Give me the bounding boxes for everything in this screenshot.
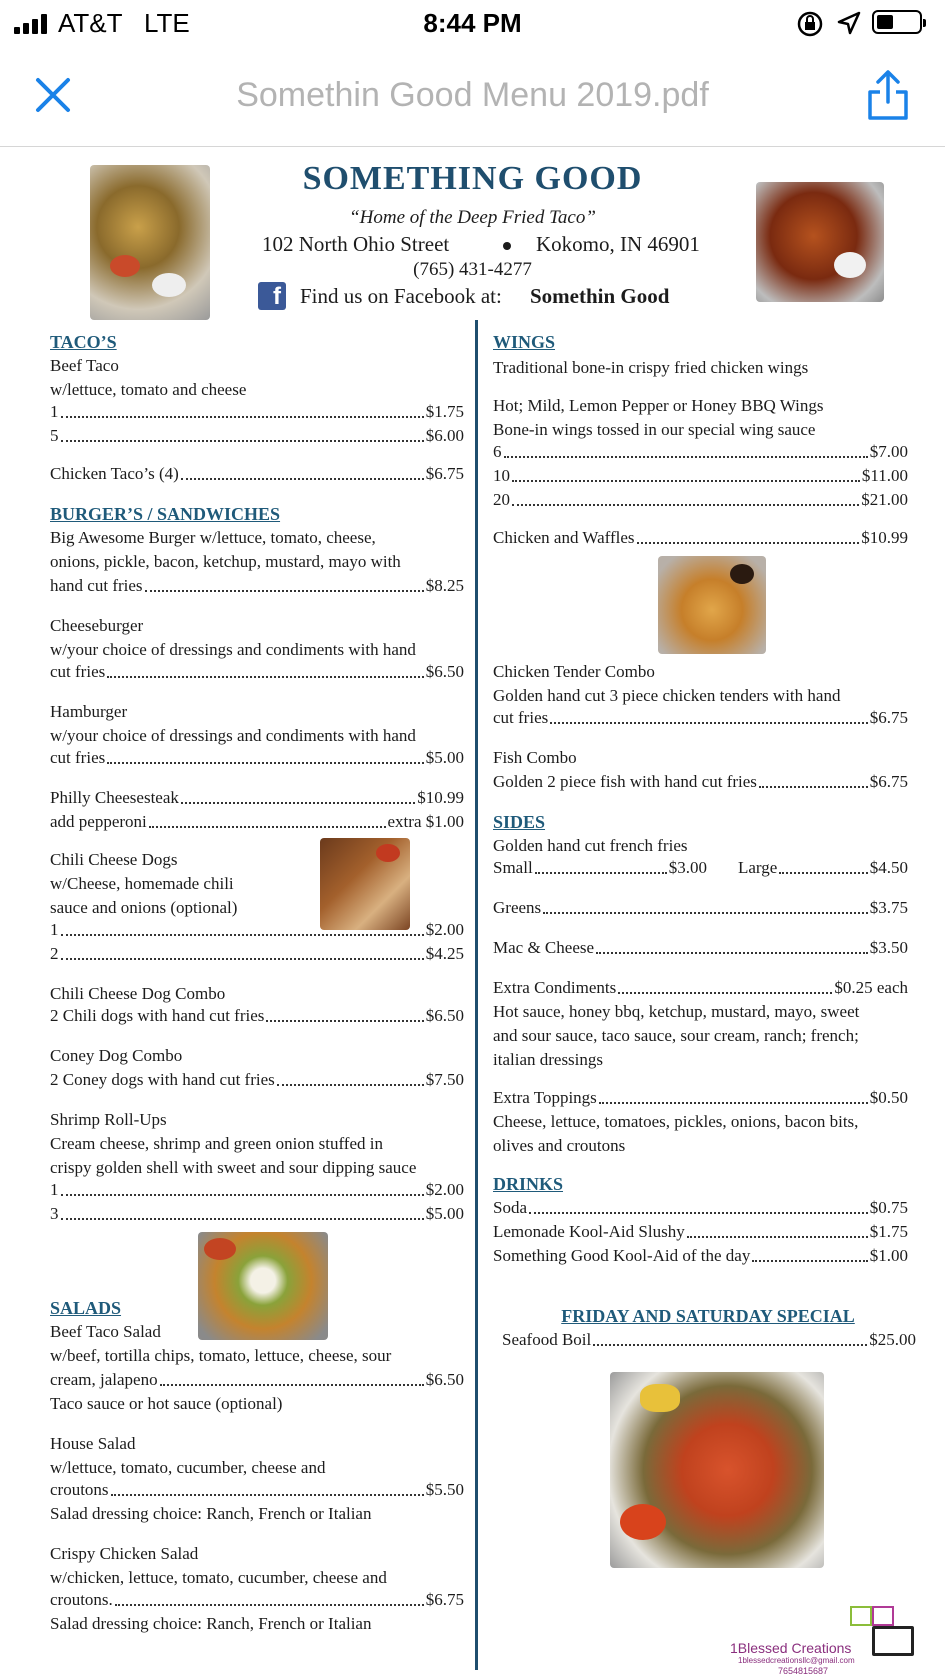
- item-note: Taco sauce or hot sauce (optional): [50, 1394, 283, 1413]
- price-row: 3 $5.00: [50, 1204, 464, 1223]
- price-row: Large $4.50: [738, 858, 908, 877]
- price-row: Extra Condiments $0.25 each: [493, 978, 908, 997]
- price-row: 10 $11.00: [493, 466, 908, 485]
- item-desc: w/lettuce, tomato, cucumber, cheese and: [50, 1458, 326, 1477]
- bullet: [503, 242, 511, 250]
- credit-phone: 7654815687: [778, 1666, 829, 1676]
- item-desc: Hot; Mild, Lemon Pepper or Honey BBQ Wings: [493, 396, 824, 415]
- price-row: 1 $2.00: [50, 1180, 464, 1199]
- item-desc: Cream cheese, shrimp and green onion stuffed in: [50, 1134, 383, 1153]
- price-row: Philly Cheesesteak $10.99: [50, 788, 464, 807]
- price-row: Extra Toppings $0.50: [493, 1088, 908, 1107]
- price-row: Soda $0.75: [493, 1198, 908, 1217]
- item-desc: Golden hand cut french fries: [493, 836, 688, 855]
- price-row: Golden 2 piece fish with hand cut fries $6.75: [493, 772, 908, 791]
- item-desc: olives and croutons: [493, 1136, 626, 1155]
- section-heading-special: FRIDAY AND SATURDAY SPECIAL: [561, 1306, 855, 1326]
- price-row: Chicken and Waffles $10.99: [493, 528, 908, 547]
- battery-icon: [872, 10, 922, 34]
- item-crispy-chicken-salad: Crispy Chicken Salad: [50, 1544, 199, 1563]
- column-divider: [475, 320, 478, 1670]
- price-row: 6 $7.00: [493, 442, 908, 461]
- section-heading-drinks: DRINKS: [493, 1174, 564, 1194]
- rotation-lock-icon: [796, 10, 824, 38]
- item-desc: Hot sauce, honey bbq, ketchup, mustard, mayo, sweet: [493, 1002, 860, 1021]
- item-desc: w/beef, tortilla chips, tomato, lettuce, cheese, sour: [50, 1346, 392, 1365]
- item-desc: Golden hand cut 3 piece chicken tenders with hand: [493, 686, 841, 705]
- price-row: 2 Coney dogs with hand cut fries $7.50: [50, 1070, 464, 1089]
- network: LTE: [144, 8, 190, 38]
- nachos-photo: [198, 1232, 328, 1340]
- item-desc: w/Cheese, homemade chili: [50, 874, 234, 893]
- phone-number: (765) 431-4277: [413, 259, 532, 280]
- facebook-prefix: Find us on Facebook at:: [300, 284, 502, 308]
- item-desc: sauce and onions (optional): [50, 898, 238, 917]
- item-desc: Cheese, lettuce, tomatoes, pickles, onions, bacon bits,: [493, 1112, 859, 1131]
- credit-name: 1Blessed Creations: [730, 1640, 852, 1656]
- price-row: croutons. $6.75: [50, 1590, 464, 1609]
- item-desc: Bone-in wings tossed in our special wing sauce: [493, 420, 816, 439]
- price-row: 5 $6.00: [50, 426, 464, 445]
- price-row: Mac & Cheese $3.50: [493, 938, 908, 957]
- restaurant-name: SOMETHING GOOD: [302, 160, 643, 197]
- facebook-name: Somethin Good: [530, 284, 670, 308]
- section-heading-tacos: TACO’S: [50, 332, 117, 352]
- credit-logo-icon: [850, 1606, 914, 1658]
- item-desc: Traditional bone-in crispy fried chicken wings: [493, 358, 809, 377]
- item-desc: and sour sauce, taco sauce, sour cream, ranch; french;: [493, 1026, 859, 1045]
- tagline: “Home of the Deep Fried Taco”: [349, 207, 596, 228]
- price-row: cut fries $6.50: [50, 662, 464, 681]
- credit-email: 1blessedcreationsllc@gmail.com: [738, 1656, 855, 1665]
- item-desc: w/your choice of dressings and condiments with hand: [50, 640, 416, 659]
- wings-photo: [756, 182, 884, 302]
- item-desc: onions, pickle, bacon, ketchup, mustard, mayo with: [50, 552, 401, 571]
- price-row: 2 Chili dogs with hand cut fries $6.50: [50, 1006, 464, 1025]
- item-shrimp-roll-ups: Shrimp Roll-Ups: [50, 1110, 167, 1129]
- price-row: 1 $1.75: [50, 402, 464, 421]
- share-icon[interactable]: [866, 68, 910, 122]
- price-row: cut fries $5.00: [50, 748, 464, 767]
- price-row: Greens $3.75: [493, 898, 908, 917]
- location-icon: [836, 10, 862, 36]
- item-chili-dog-combo: Chili Cheese Dog Combo: [50, 984, 226, 1003]
- item-desc: w/chicken, lettuce, tomato, cucumber, cheese and: [50, 1568, 387, 1587]
- item-beef-taco-salad: Beef Taco Salad: [50, 1322, 161, 1341]
- carrier: AT&T: [58, 8, 123, 38]
- item-cheeseburger: Cheeseburger: [50, 616, 144, 635]
- item-house-salad: House Salad: [50, 1434, 136, 1453]
- item-chili-cheese-dogs: Chili Cheese Dogs: [50, 850, 178, 869]
- item-hamburger: Hamburger: [50, 702, 128, 721]
- price-row: 20 $21.00: [493, 490, 908, 509]
- item-desc: italian dressings: [493, 1050, 604, 1069]
- section-heading-sides: SIDES: [493, 812, 546, 832]
- item-note: Salad dressing choice: Ranch, French or Italian: [50, 1614, 372, 1633]
- item-desc: Big Awesome Burger w/lettuce, tomato, cheese,: [50, 528, 376, 547]
- facebook-icon: f: [258, 282, 286, 310]
- item-fish-combo: Fish Combo: [493, 748, 577, 767]
- item-coney-dog-combo: Coney Dog Combo: [50, 1046, 183, 1065]
- section-heading-burgers: BURGER’S / SANDWICHES: [50, 504, 281, 524]
- price-row: Chicken Taco’s (4) $6.75: [50, 464, 464, 483]
- price-row: Seafood Boil $25.00: [502, 1330, 916, 1349]
- item-desc: w/lettuce, tomato and cheese: [50, 380, 247, 399]
- seafood-boil-photo: [610, 1372, 824, 1568]
- city-address: Kokomo, IN 46901: [536, 232, 700, 256]
- section-heading-wings: WINGS: [493, 332, 556, 352]
- street-address: 102 North Ohio Street: [262, 232, 450, 256]
- price-row: 2 $4.25: [50, 944, 464, 963]
- item-desc: crispy golden shell with sweet and sour dipping sauce: [50, 1158, 417, 1177]
- nav-divider: [0, 146, 945, 147]
- price-row: cut fries $6.75: [493, 708, 908, 727]
- clock: 8:44 PM: [423, 8, 522, 38]
- price-row: hand cut fries $8.25: [50, 576, 464, 595]
- price-row: Something Good Kool-Aid of the day $1.00: [493, 1246, 908, 1265]
- price-row: 1 $2.00: [50, 920, 464, 939]
- item-note: Salad dressing choice: Ranch, French or Italian: [50, 1504, 372, 1523]
- item-chicken-tender-combo: Chicken Tender Combo: [493, 662, 655, 681]
- price-row: Small $3.00: [493, 858, 707, 877]
- chicken-waffles-photo: [658, 556, 766, 654]
- chili-dog-photo: [320, 838, 410, 930]
- price-row: Lemonade Kool-Aid Slushy $1.75: [493, 1222, 908, 1241]
- section-heading-salads: SALADS: [50, 1298, 122, 1318]
- price-row: add pepperoni extra $1.00: [50, 812, 464, 831]
- price-row: cream, jalapeno $6.50: [50, 1370, 464, 1389]
- document-title: Somethin Good Menu 2019.pdf: [236, 76, 709, 114]
- item-beef-taco: Beef Taco: [50, 356, 119, 375]
- price-row: croutons $5.50: [50, 1480, 464, 1499]
- item-desc: w/your choice of dressings and condiments with hand: [50, 726, 416, 745]
